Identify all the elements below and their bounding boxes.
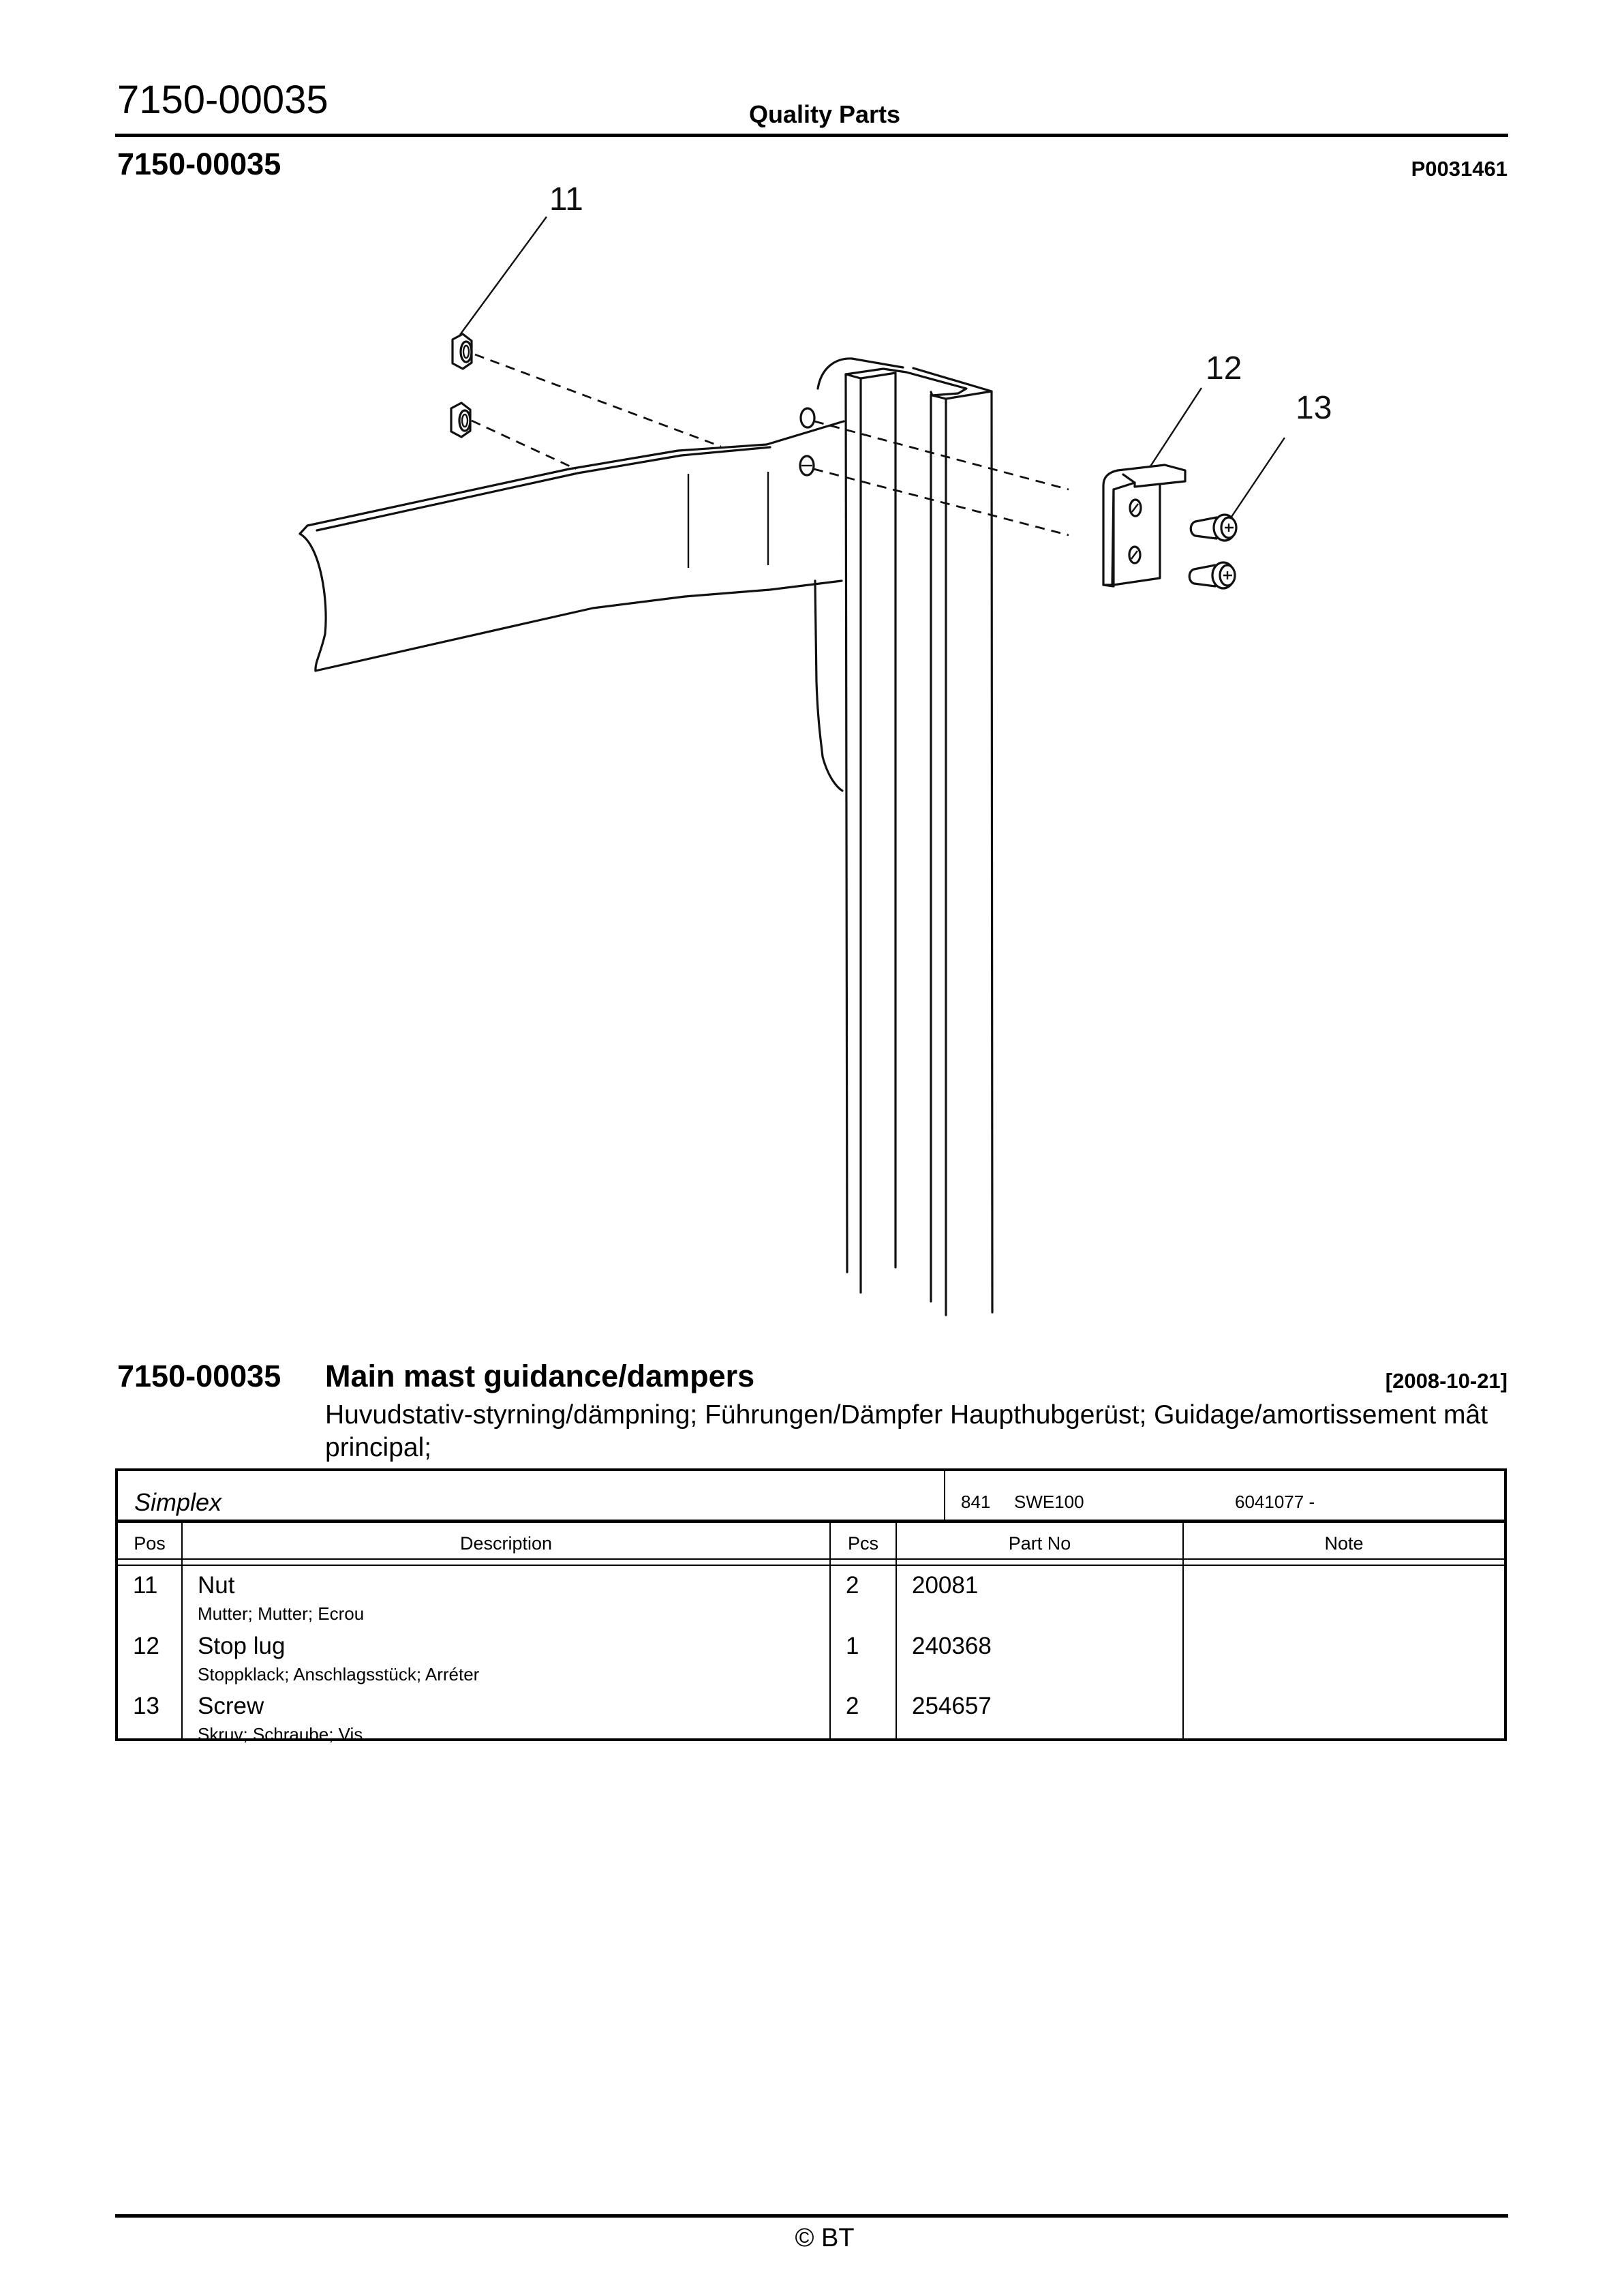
screw-icon: [1191, 515, 1236, 541]
assembly-lines: [472, 354, 1069, 535]
row-pos: 13: [133, 1693, 159, 1719]
stop-lug-icon: [1103, 465, 1185, 586]
model-serial: 6041077 -: [1235, 1492, 1315, 1512]
row-pos: 11: [133, 1572, 158, 1599]
copyright-notice: © BT: [795, 2224, 855, 2252]
footer-divider: [115, 2214, 1508, 2218]
row-description: Nut: [198, 1572, 235, 1599]
cross-arm: [300, 359, 903, 791]
section-title: Main mast guidance/dampers: [325, 1359, 755, 1393]
row-description: Stop lug: [198, 1633, 286, 1659]
column-header-pos: Pos: [134, 1533, 166, 1554]
mast-profile: [846, 368, 992, 1315]
callout-leader-11: [460, 217, 547, 335]
row-pcs: 2: [846, 1693, 859, 1719]
row-part-no[interactable]: 20081: [912, 1572, 979, 1599]
model-name: Simplex: [134, 1488, 222, 1516]
row-part-no[interactable]: 240368: [912, 1633, 992, 1659]
column-header-part-no: Part No: [1008, 1533, 1071, 1554]
row-translations: Mutter; Mutter; Ecrou: [198, 1603, 365, 1624]
row-pcs: 2: [846, 1572, 859, 1599]
callout-label-11: 11: [549, 181, 583, 217]
document-number: 7150-00035: [117, 78, 328, 122]
section-date: [2008-10-21]: [1385, 1369, 1508, 1393]
drawing-document-number: 7150-00035: [117, 147, 281, 181]
column-header-description: Description: [459, 1533, 553, 1554]
drawing-id: P0031461: [1411, 157, 1508, 181]
callout-label-12: 12: [1206, 350, 1242, 387]
row-pcs: 1: [846, 1633, 859, 1659]
column-divider: [1182, 1523, 1184, 1738]
parts-table: [115, 1468, 1507, 1744]
callout-leader-12: [1150, 388, 1202, 466]
nut-icon: [453, 334, 472, 369]
model-type: SWE100: [1014, 1492, 1084, 1512]
row-part-no[interactable]: 254657: [912, 1693, 992, 1719]
model-code: 841: [961, 1492, 991, 1512]
header-title: Quality Parts: [748, 100, 901, 128]
callout-label-13: 13: [1296, 390, 1332, 426]
section-translations: Huvudstativ-styrning/dämpning; Führungen/Dämpfer Haupthubgerüst; Guidage/amortissement mât principal;: [325, 1400, 1488, 1462]
section-number: 7150-00035: [117, 1359, 281, 1393]
screw-icon: [1189, 562, 1235, 588]
nut-icon: [451, 403, 470, 437]
column-header-pcs: Pcs: [847, 1533, 878, 1554]
header-rule: [118, 1565, 1504, 1566]
row-translations: Stoppklack; Anschlagsstück; Arréter: [198, 1664, 480, 1685]
column-header-note: Note: [1324, 1533, 1364, 1554]
row-translations: Skruv; Schraube; Vis: [198, 1724, 363, 1744]
row-description: Screw: [198, 1693, 264, 1719]
model-row-rule: [118, 1520, 1504, 1523]
column-divider: [896, 1523, 897, 1738]
header-rule: [118, 1558, 1504, 1560]
callout-leader-13: [1230, 438, 1285, 519]
row-pos: 12: [133, 1633, 159, 1659]
model-row-divider: [944, 1471, 945, 1521]
column-divider: [181, 1523, 183, 1738]
column-divider: [829, 1523, 831, 1738]
